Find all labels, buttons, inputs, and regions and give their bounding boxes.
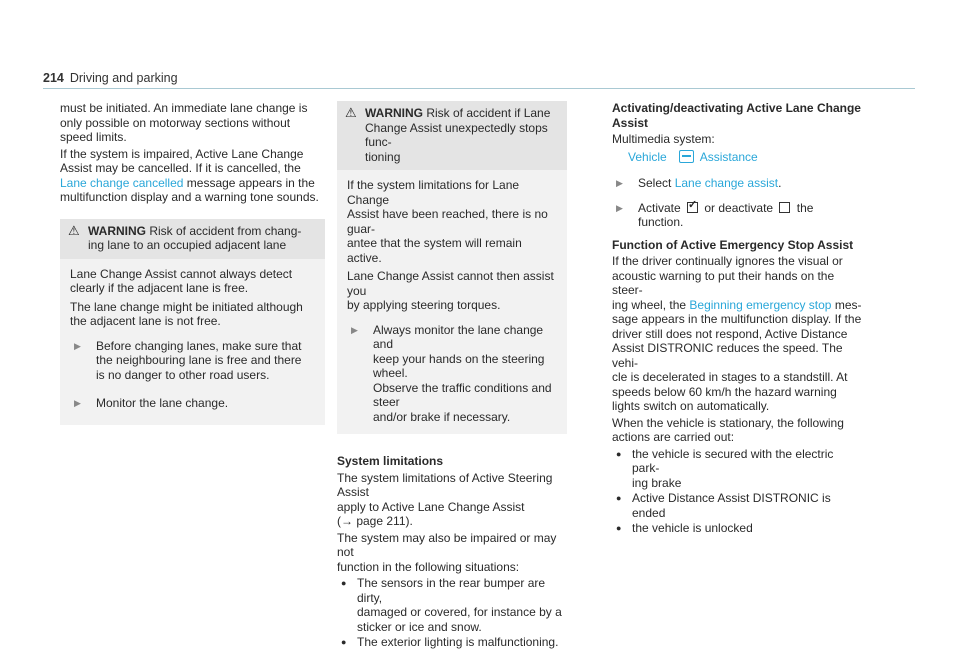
warning-icon: ⚠ [345, 105, 357, 120]
page-header [43, 71, 178, 85]
list-item: ● The sensors in the rear bumper are dirty, damaged or covered, for instance by a sticker or ice and snow. [341, 576, 562, 634]
warning-label: WARNING [365, 106, 423, 120]
display-message-link: Beginning emergency stop [689, 297, 832, 312]
checkbox-empty-icon [779, 202, 790, 213]
warning-label: WARNING [88, 223, 146, 238]
warning-header: ⚠ WARNING Risk of accident from chang- ing lane to an occupied adjacent lane [60, 219, 325, 259]
warning-box [337, 101, 567, 434]
paragraph: must be initiated. An immediate lane change is only possible on motorway sections without speed limits. [60, 101, 308, 144]
arrow-icon: ▶ [616, 178, 623, 188]
column-3 [612, 101, 862, 537]
nav-assistance: Assistance [699, 149, 758, 164]
column-2 [337, 101, 567, 651]
arrow-icon: ▶ [74, 340, 81, 351]
display-message-link: Lane change cancelled [60, 175, 184, 190]
menu-item-link: Lane change assist [674, 176, 779, 190]
section-heading: System limitations [337, 454, 444, 468]
multimedia-label: Multimedia system: [612, 132, 715, 146]
checkbox-checked-icon [687, 202, 698, 213]
header-divider [43, 88, 915, 89]
warning-body: Lane Change Assist cannot always detect clearly if the adjacent lane is free. The lane change might be initiated although the adjacent lane is not free. ▶ Before changing lanes, make sure that the neighbouring lane is free and there is no danger to other road users. ▶ Monitor the lane change. [60, 259, 325, 425]
list-item: ● the vehicle is unlocked [616, 521, 753, 535]
column-1 [60, 101, 325, 425]
paragraph: The system limitations of Active Steering Assist apply to Active Lane Change Assist (→ page 211). [337, 470, 553, 528]
actions-list [612, 447, 862, 536]
vehicle-menu-icon [679, 150, 694, 163]
arrow-icon: ▶ [74, 398, 81, 408]
section-heading: Function of Active Emergency Stop Assist [612, 237, 854, 252]
paragraph: If the driver continually ignores the visual or acoustic warning to put their hands on the steer- ing wheel, the Beginning emergency stop mes- sage appears in the multifunction display. If the driver still does not respond, Active Distance Assist DISTRONIC reduces the speed. The vehi- cle is decelerated in stages to a standstill. At speeds below 60 km/h the hazard warning lights switch on automatically. [612, 254, 862, 413]
page-number: 214 [43, 71, 64, 85]
instruction-item: ▶ Select Lane change assist. [612, 176, 862, 191]
paragraph: When the vehicle is stationary, the following actions are carried out: [612, 415, 844, 444]
nav-vehicle: Vehicle [628, 149, 667, 164]
warning-box [60, 219, 325, 425]
section-title: Driving and parking [69, 71, 178, 85]
warning-header: ⚠ WARNING Risk of accident if Lane Change Assist unexpectedly stops func- tioning [337, 101, 567, 170]
instruction-item: ▶ Before changing lanes, make sure that the neighbouring lane is free and there is no danger to other road users. [70, 339, 315, 383]
list-item: ● The exterior lighting is malfunctioning. [341, 635, 559, 649]
arrow-icon: ▶ [616, 202, 623, 213]
paragraph: The system may also be impaired or may not function in the following situations: [337, 530, 557, 574]
list-item: ● Active Distance Assist DISTRONIC is ended [616, 491, 831, 520]
section-heading: Activating/deactivating Active Lane Change Assist [612, 101, 861, 130]
warning-icon: ⚠ [68, 222, 80, 238]
instruction-item: ▶ Always monitor the lane change and keep your hands on the steering wheel. Observe the traffic conditions and steer and/or brake if necessary. [347, 323, 557, 425]
warning-body: If the system limitations for Lane Change Assist have been reached, there is no guar- antee that the system will remain active. Lane Change Assist cannot then assist you by applying steering torques. ▶ Always monitor the lane change and keep your hands on the steering wheel. Observe the traffic conditions and steer and/or brake if necessary. [337, 170, 567, 434]
navigation-path [628, 150, 862, 165]
list-item: ● the vehicle is secured with the electric park- ing brake [616, 446, 834, 490]
arrow-icon: ▶ [351, 324, 358, 335]
paragraph: If the system is impaired, Active Lane Change Assist may be cancelled. If it is cancelled, the Lane change cancelled message appears in the multifunction display and a warning tone sounds. [60, 146, 319, 204]
limitations-list [337, 576, 567, 650]
instruction-item: ▶ Monitor the lane change. [70, 396, 315, 411]
instruction-item: ▶ Activate ✓ or deactivate the function. [612, 201, 862, 230]
